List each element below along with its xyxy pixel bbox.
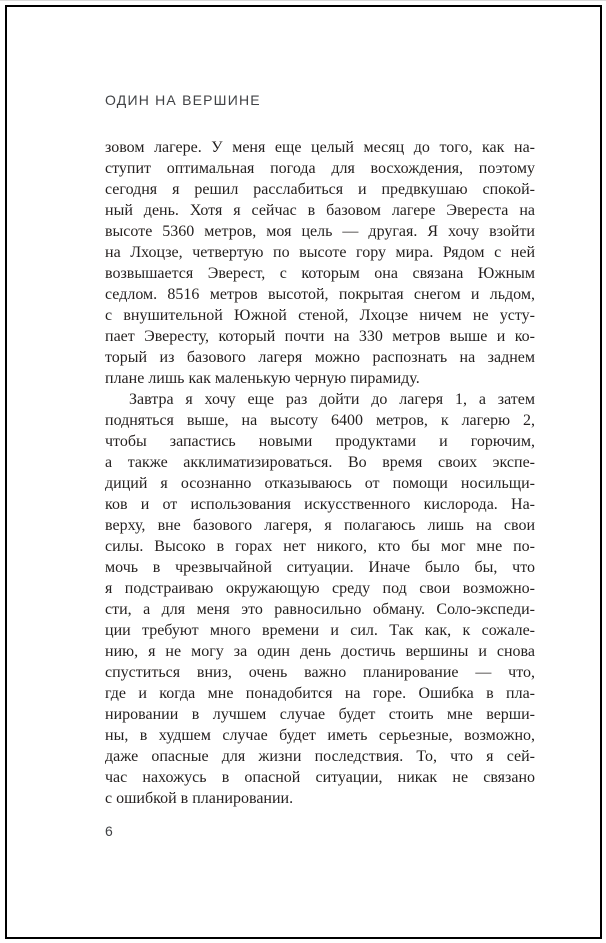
text-line: ступит оптимальная погода для восхождения, поэтому xyxy=(105,160,535,177)
text-line: силы. Высоко в горах нет никого, кто бы мог мне по- xyxy=(105,538,535,555)
text-line: ны, в худшем случае будет иметь серьезные, возможно, xyxy=(105,727,535,744)
text-line: с ошибкой в планировании. xyxy=(105,790,294,807)
text-line: даже опасные для жизни последствия. То, что я сей- xyxy=(105,748,535,765)
text-line: чтобы запастись новыми продуктами и горючим, xyxy=(105,433,535,450)
text-line: а также акклиматизироваться. Во время своих экспе- xyxy=(105,454,535,471)
text-line: сти, а для меня это равносильно обману. Соло-экспеди- xyxy=(105,601,535,618)
text-line: торый из базового лагеря можно распознать на заднем xyxy=(105,349,535,366)
running-header: ОДИН НА ВЕРШИНЕ xyxy=(105,92,261,108)
screenshot-top-edge xyxy=(0,0,606,1)
text-line: верху, вне базового лагеря, я полагаюсь лишь на свои xyxy=(105,517,535,534)
text-line: сегодня я решил расслабиться и предвкушаю спокой- xyxy=(105,181,535,198)
text-line: нировании в лучшем случае будет стоить мне верши- xyxy=(105,706,535,723)
page-number: 6 xyxy=(105,823,113,839)
text-line: нию, я не могу за один день достичь вершины и снова xyxy=(105,643,535,660)
text-block xyxy=(105,137,535,809)
text-line: диций я осознанно отказываюсь от помощи носильщи- xyxy=(105,475,535,492)
text-line: плане лишь как маленькую черную пирамиду. xyxy=(105,370,420,387)
text-line: мочь в чрезвычайной ситуации. Иначе было бы, что xyxy=(105,559,535,576)
text-line: спуститься вниз, очень важно планирование — что, xyxy=(105,664,535,681)
text-line: ный день. Хотя я сейчас в базовом лагере Эвереста на xyxy=(105,202,535,219)
text-line: ков и от использования искусственного кислорода. На- xyxy=(105,496,535,513)
text-line: высоте 5360 метров, моя цель — другая. Я хочу взойти xyxy=(105,223,535,240)
text-line: возвышается Эверест, с которым она связана Южным xyxy=(105,265,535,282)
text-line: Завтра я хочу еще раз дойти до лагеря 1, а затем xyxy=(129,391,535,408)
text-line: где и когда мне понадобится на горе. Ошибка в пла- xyxy=(105,685,535,702)
page-frame xyxy=(5,5,602,939)
text-line: подняться выше, на высоту 6400 метров, к лагерю 2, xyxy=(105,412,535,429)
text-line: пает Эвересту, который почти на 330 метров выше и ко- xyxy=(105,328,535,345)
text-line: зовом лагере. У меня еще целый месяц до того, как на- xyxy=(105,139,535,156)
text-line: час нахожусь в опасной ситуации, никак не связано xyxy=(105,769,535,786)
text-line: с внушительной Южной стеной, Лхоцзе ничем не усту- xyxy=(105,307,535,324)
text-line: ции требуют много времени и сил. Так как, к сожале- xyxy=(105,622,535,639)
text-line: на Лхоцзе, четвертую по высоте гору мира. Рядом с ней xyxy=(105,244,535,261)
text-line: я подстраиваю окружающую среду под свои возможно- xyxy=(105,580,535,597)
text-line: седлом. 8516 метров высотой, покрытая снегом и льдом, xyxy=(105,286,535,303)
